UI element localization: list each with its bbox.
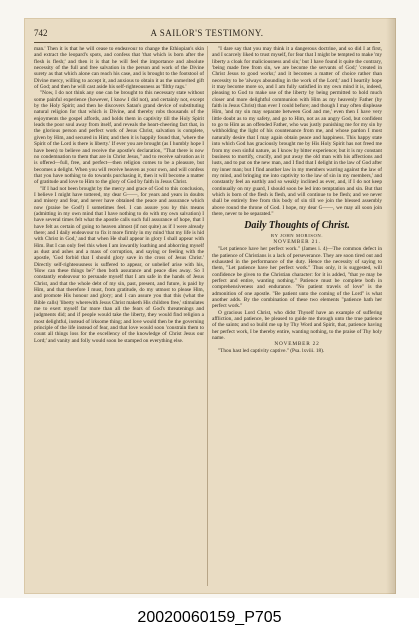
left-paragraph-2: "Now, I do not think any one can be brought to this necessary state without some painful experience (however, I know I did not), and certainly not, except by the Holy Spirit; and then he discovers Satan's grand device of substituting natural religion for that which is Divine, and thereby robs thousands of the enjoyments the gospel affords, and holds them in captivity till the Holy Spirit leads the poor soul away from itself, and reveals the heart-cheering fact that, in the glorious person and perfect work of Jesus Christ, salvation is complete, given by Him, and secured in Him; and then it is happily found that, 'where the Spirit of the Lord is there is liberty.' If ever you are brought (as I humbly hope I have been) to believe and receive the apostle's declaration, "That there is now no condemnation to them that are in Christ Jesus," and to receive salvation as it is offered—full, free, and perfect—then religion comes to be a pleasure, but becomes a delight. When you will receive heaven as your own, and will confess that you have nothing to do towards purchasing it, then it will become a matter of gratitude and love to Him to the glory of God by faith in Jesus Christ. xyxy=(34,90,204,186)
column-divider xyxy=(207,46,208,586)
running-head xyxy=(34,28,380,40)
left-column xyxy=(34,46,204,588)
left-paragraph-1: man.' Then it is that he will cease to endeavour to change the Ethiopian's skin and extract the leopard's spots, and confess that 'that which is born after the flesh is flesh;' and then it is that he will feel the importance and absolute necessity of the full and free salvation in the person and work of the Divine surety as that which alone can reach his case, and is brought to the footstool of Divine mercy, willing to accept it, and anxious to obtain it as the unmerited gift of God; and then he will cast aside his self-righteousness as 'filthy rags.' xyxy=(34,46,204,91)
book-page xyxy=(24,18,396,594)
right-paragraph-1: "I dare say that you may think it a dangerous doctrine, and so did I at first, and I scarcely liked to trust myself, for fear that I might be tempted to make 'my liberty a cloak for maliciousness and sin;' but I have found it quite the contrary, 'being made free from sin, we are become the servants of God;' 'created in Christ Jesus to good works;' and it becomes a matter of choice rather than necessity to be 'always abounding in the work of the Lord;' and I heartily hope it may become more so, and I am fully satisfied in my own mind it is, indeed, pleasing to God to make use of the liberty by being permitted to hold much closer and more delightful communion with Him as my heavenly Father (by faith in Jesus Christ) than ever I could before; and though I may often displease Him, 'and my sin may separate between God and me,' even then I have very little doubt as to my safety, and go to Him, not as an angry God, but confident to go to Him as an offended Father, who was justly punishing me for my sin by withholding the light of his countenance from me, and whose pardon I most naturally desire that I may again obtain peace and happiness. This happy state into which God has graciously brought me by His Holy Spirit has not freed me from my own sinful nature, as I know by bitter experience; but it is my constant business to mortify, crucify, and put away the old man with his affections and lusts, and to put on the new man, and I find that I delight in the law of God after my inner man; but I find another law in my members warring against the law of my mind, and bringing me into captivity to the law of sin in my members,' and constantly feel an earthly and so weakly inclined as ever, and, if I do not keep continually on my guard, I should soon be led into temptation and sin. But that which is born of the flesh is flesh, and will continue to be flesh; and we never shall be entirely free from this body of sin till we join the blessed assembly above round the throne of God. I hope, my dear G——, we may all soon join there, never to be separated." xyxy=(212,46,382,217)
image-caption: 20020060159_P705 xyxy=(137,609,282,626)
right-column xyxy=(212,46,382,588)
running-title: A SAILOR'S TESTIMONY. xyxy=(150,28,264,38)
section-paragraph-2: O gracious Lord Christ, who didst Thyself have an example of suffering affliction, and patience, be pleased to guide me through unto the true patience of the saints; and so build me up by Thy Word and Spirit, that, patience having her perfect work, I be thereby entire, wanting nothing, to the praise of Thy holy name. xyxy=(212,309,382,342)
section-date-2: NOVEMBER 22 xyxy=(274,341,320,348)
section-title: Daily Thoughts of Christ. xyxy=(244,220,350,232)
section-paragraph-1: "Let patience have her perfect work." (James i. 4)—The common defect in the patience of Christians is a lack of perseverance. They are soon tired out and exhausted in the performance of the duty. Hence the necessity of saying to them, "Let patience have her perfect work." Thus only, it is suggested, will confidence be given to the Christian character: for it is added, "that ye may be perfect and entire, wanting nothing." Patience must be complete both in comprehensiveness and endurance. "No patient travels of love" is the admonition of one apostle. "Be patient unto the coming of the Lord" is what another adds. By the combination of these two elements "patience hath her perfect work." xyxy=(212,246,382,310)
page-number: 742 xyxy=(34,28,48,38)
left-paragraph-3: "If I had not been brought by the mercy and grace of God to this conclusion, I believe I might have tottered, my dear G——, for years and years in doubts and misery and fear, and never have obtained the peace and assurance which now (praise be God!) I sometimes feel. I can assure you by this means (admitting in my own mind that I have nothing to do with my own salvation) I have several times felt what the apostle calls such full assurance of hope, that I have felt as certain of going to heaven almost (if not quite) as if I were already there; and I daily endeavour to fix it more firmly in my mind 'that my life is hid with Christ in God,' and that when He shall appear in glory I shall appear with Him. But I can only feel this when I am inwardly loathing and abhorring myself as dust and ashes and a mass of corruption, and saying or feeling with the apostle, 'God forbid that I should glory save in the cross of Jesus Christ.' Directly self-righteousness is suffered to appear, or unbelief arise with his, 'How can these things be?' then both assurance and peace dies away. So I constantly endeavour to persuade myself that I am safe in the hands of Jesus Christ, and that the whole debt of my sin, past, present, and future, is paid by Him, and that therefore I must, from gratitude, do my utmost to please Him, and promote His honour and glory; and I can assure you that this (what the Bible calls) 'liberty wherewith Jesus Christ maketh His children free,' stimulates me to exert myself far more than all the fears of God's threatenings and judgments did; and if people would take the liberty, they would find religion a most delightful, instead of irksome thing; and love would then be the governing principle of the life instead of fear, and that love would soon 'constrain them to count all things loss for the excellency of the knowledge of Christ Jesus our Lord;' and vanity and folly would soon be stamped on everything else. xyxy=(34,185,204,344)
section-date-1: NOVEMBER 21. xyxy=(273,239,321,246)
section-byline: BY JOHN MORISON. xyxy=(270,233,324,239)
page-spine-shadow xyxy=(386,18,396,594)
section-paragraph-3: "Thou hast led captivity captive." (Psa. lxviii. 18). xyxy=(218,348,325,355)
header-rule xyxy=(34,42,380,43)
